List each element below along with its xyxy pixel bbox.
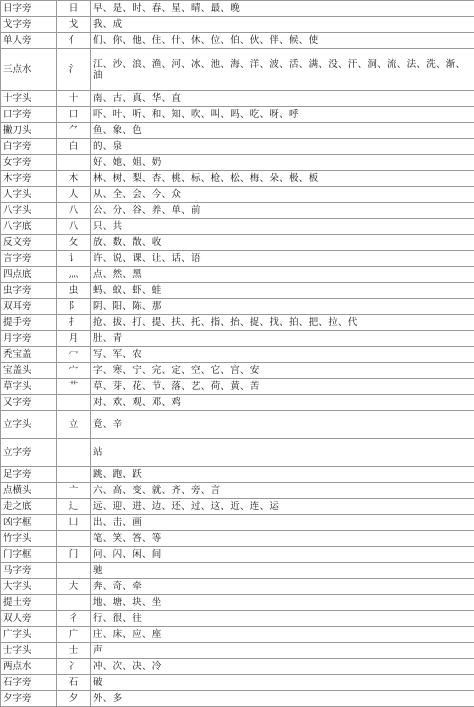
table-row <box>1 187 474 203</box>
radical-glyph-cell: 亠 <box>57 483 91 499</box>
radical-name-cell: 竹字头 <box>1 531 57 547</box>
table-row <box>1 107 474 123</box>
example-characters-cell: 破 <box>91 675 474 691</box>
example-characters-cell: 从、全、会、今、众 <box>91 187 474 203</box>
table-row <box>1 363 474 379</box>
radical-glyph-cell: 石 <box>57 675 91 691</box>
example-characters-cell: 蚂、蚁、虾、蛙 <box>91 283 474 299</box>
radical-glyph-cell: 士 <box>57 643 91 659</box>
table-row <box>1 219 474 235</box>
example-characters-cell: 抢、拔、打、提、扶、托、指、抬、捉、找、拍、把、拉、代 <box>91 315 474 331</box>
example-characters-cell: 地、塘、块、坐 <box>91 595 474 611</box>
table-row <box>1 499 474 515</box>
table-row <box>1 155 474 171</box>
radical-name-cell: 草字头 <box>1 379 57 395</box>
example-characters-cell: 对、欢、观、邓、鸡 <box>91 395 474 411</box>
radical-glyph-cell: 立 <box>57 411 91 439</box>
radical-name-cell: 八字头 <box>1 203 57 219</box>
radical-name-cell: 宝盖头 <box>1 363 57 379</box>
example-characters-cell: 声 <box>91 643 474 659</box>
radical-name-cell: 点横头 <box>1 483 57 499</box>
example-characters-cell: 六、高、变、就、齐、旁、言 <box>91 483 474 499</box>
radical-glyph-cell: 冖 <box>57 347 91 363</box>
radical-glyph-cell: 夕 <box>57 691 91 707</box>
radical-glyph-cell: 日 <box>57 1 91 17</box>
radical-glyph-cell: 彳 <box>57 611 91 627</box>
example-characters-cell: 好、她、姐、奶 <box>91 155 474 171</box>
example-characters-cell: 笔、笑、答、等 <box>91 531 474 547</box>
radical-glyph-cell: 虫 <box>57 283 91 299</box>
example-characters-cell: 阴、阳、陈、那 <box>91 299 474 315</box>
table-row <box>1 467 474 483</box>
example-characters-cell: 江、沙、浪、渔、河、冰、池、海、洋、波、活、满、没、汗、洞、流、法、洗、渐、油 <box>91 49 474 91</box>
radical-name-cell: 凶字框 <box>1 515 57 531</box>
table-row <box>1 627 474 643</box>
example-characters-cell: 点、然、黑 <box>91 267 474 283</box>
table-row <box>1 659 474 675</box>
radical-glyph-cell: 大 <box>57 579 91 595</box>
radical-glyph-cell: 宀 <box>57 363 91 379</box>
table-row <box>1 691 474 707</box>
radical-name-cell: 夕字旁 <box>1 691 57 707</box>
example-characters-cell: 竟、辛 <box>91 411 474 439</box>
radical-glyph-cell: 灬 <box>57 267 91 283</box>
radical-name-cell: 四点底 <box>1 267 57 283</box>
radical-name-cell: 月字旁 <box>1 331 57 347</box>
table-row <box>1 675 474 691</box>
table-row <box>1 595 474 611</box>
radical-name-cell: 双人旁 <box>1 611 57 627</box>
table-row <box>1 315 474 331</box>
example-characters-cell: 跳、跑、跃 <box>91 467 474 483</box>
table-row <box>1 267 474 283</box>
radical-name-cell: 走之底 <box>1 499 57 515</box>
radical-name-cell: 广字头 <box>1 627 57 643</box>
example-characters-cell: 字、寒、宁、完、定、空、它、宫、安 <box>91 363 474 379</box>
radical-glyph-cell: 白 <box>57 139 91 155</box>
radical-glyph-cell: 氵 <box>57 49 91 91</box>
radical-glyph-cell: 人 <box>57 187 91 203</box>
radical-name-cell: 单人旁 <box>1 33 57 49</box>
radical-glyph-cell: 亻 <box>57 33 91 49</box>
example-characters-cell: 冲、次、决、冷 <box>91 659 474 675</box>
radical-glyph-cell: 广 <box>57 627 91 643</box>
table-row <box>1 123 474 139</box>
table-row <box>1 251 474 267</box>
example-characters-cell: 公、分、谷、养、单、前 <box>91 203 474 219</box>
example-characters-cell: 我、成 <box>91 17 474 33</box>
radical-glyph-cell <box>57 439 91 467</box>
radical-name-cell: 八字底 <box>1 219 57 235</box>
table-row <box>1 531 474 547</box>
radical-glyph-cell: ⺈ <box>57 123 91 139</box>
radical-name-cell: 木字旁 <box>1 171 57 187</box>
example-characters-cell: 鱼、象、色 <box>91 123 474 139</box>
radical-glyph-cell: 八 <box>57 203 91 219</box>
radical-glyph-cell <box>57 155 91 171</box>
radical-name-cell: 大字头 <box>1 579 57 595</box>
table-row <box>1 395 474 411</box>
example-characters-cell: 许、说、课、让、话、语 <box>91 251 474 267</box>
radical-name-cell: 立字头 <box>1 411 57 439</box>
table-row <box>1 643 474 659</box>
radical-glyph-cell <box>57 467 91 483</box>
radical-glyph-cell: 攵 <box>57 235 91 251</box>
table-row <box>1 283 474 299</box>
radical-glyph-cell: 月 <box>57 331 91 347</box>
radical-name-cell: 双耳旁 <box>1 299 57 315</box>
table-row <box>1 171 474 187</box>
radical-glyph-cell: 八 <box>57 219 91 235</box>
radical-name-cell: 虫字旁 <box>1 283 57 299</box>
table-row <box>1 547 474 563</box>
radical-glyph-cell <box>57 563 91 579</box>
radical-name-cell: 两点水 <box>1 659 57 675</box>
example-characters-cell: 的、泉 <box>91 139 474 155</box>
table-row <box>1 411 474 439</box>
radical-name-cell: 十字头 <box>1 91 57 107</box>
radical-glyph-cell: 戈 <box>57 17 91 33</box>
radical-glyph-cell: 木 <box>57 171 91 187</box>
example-characters-cell: 庄、床、应、座 <box>91 627 474 643</box>
radical-table-body <box>1 1 474 707</box>
radical-name-cell: 言字旁 <box>1 251 57 267</box>
example-characters-cell: 放、数、散、收 <box>91 235 474 251</box>
radical-name-cell: 女字旁 <box>1 155 57 171</box>
example-characters-cell: 肚、青 <box>91 331 474 347</box>
table-row <box>1 1 474 17</box>
radical-name-cell: 又字旁 <box>1 395 57 411</box>
table-row <box>1 347 474 363</box>
radical-name-cell: 反文旁 <box>1 235 57 251</box>
example-characters-cell: 行、很、往 <box>91 611 474 627</box>
radical-name-cell: 三点水 <box>1 49 57 91</box>
radical-name-cell: 提土旁 <box>1 595 57 611</box>
radical-glyph-cell: 讠 <box>57 251 91 267</box>
table-row <box>1 33 474 49</box>
example-characters-cell: 外、多 <box>91 691 474 707</box>
table-row <box>1 483 474 499</box>
table-row <box>1 139 474 155</box>
radical-glyph-cell: 门 <box>57 547 91 563</box>
radical-glyph-cell <box>57 531 91 547</box>
radical-glyph-cell: 凵 <box>57 515 91 531</box>
radical-name-cell: 提手旁 <box>1 315 57 331</box>
example-characters-cell: 出、击、画 <box>91 515 474 531</box>
radical-name-cell: 士字头 <box>1 643 57 659</box>
radical-name-cell: 足字旁 <box>1 467 57 483</box>
example-characters-cell: 问、闪、闲、间 <box>91 547 474 563</box>
table-row <box>1 379 474 395</box>
table-row <box>1 17 474 33</box>
example-characters-cell: 远、迎、进、边、还、过、这、近、连、运 <box>91 499 474 515</box>
table-row <box>1 515 474 531</box>
radical-name-cell: 秃宝盖 <box>1 347 57 363</box>
radical-name-cell: 门字框 <box>1 547 57 563</box>
table-row <box>1 203 474 219</box>
table-row <box>1 331 474 347</box>
example-characters-cell: 只、共 <box>91 219 474 235</box>
example-characters-cell: 驰 <box>91 563 474 579</box>
table-row <box>1 235 474 251</box>
radical-glyph-cell: 冫 <box>57 659 91 675</box>
radical-glyph-cell <box>57 595 91 611</box>
radical-glyph-cell: 阝 <box>57 299 91 315</box>
example-characters-cell: 们、你、他、住、什、休、位、伯、伙、伴、候、使 <box>91 33 474 49</box>
example-characters-cell: 林、树、梨、杏、桃、标、枪、松、梅、朵、极、板 <box>91 171 474 187</box>
radical-name-cell: 人字头 <box>1 187 57 203</box>
radical-name-cell: 立字旁 <box>1 439 57 467</box>
radical-name-cell: 白字旁 <box>1 139 57 155</box>
table-row <box>1 563 474 579</box>
table-row <box>1 439 474 467</box>
radical-glyph-cell: 艹 <box>57 379 91 395</box>
example-characters-cell: 南、古、真、华、直 <box>91 91 474 107</box>
table-row <box>1 49 474 91</box>
radical-glyph-cell <box>57 395 91 411</box>
radical-glyph-cell: 辶 <box>57 499 91 515</box>
radical-name-cell: 马字旁 <box>1 563 57 579</box>
table-row <box>1 91 474 107</box>
example-characters-cell: 吓、叶、听、和、知、吹、叫、吗、吃、呀、呼 <box>91 107 474 123</box>
radical-glyph-cell: 口 <box>57 107 91 123</box>
radical-glyph-cell: 十 <box>57 91 91 107</box>
table-row <box>1 611 474 627</box>
example-characters-cell: 草、芽、花、节、落、艺、荷、黄、苦 <box>91 379 474 395</box>
example-characters-cell: 奔、奇、牵 <box>91 579 474 595</box>
radical-glyph-cell: 扌 <box>57 315 91 331</box>
example-characters-cell: 站 <box>91 439 474 467</box>
radical-name-cell: 戈字旁 <box>1 17 57 33</box>
radical-name-cell: 日字旁 <box>1 1 57 17</box>
example-characters-cell: 写、军、农 <box>91 347 474 363</box>
table-row <box>1 299 474 315</box>
radical-name-cell: 石字旁 <box>1 675 57 691</box>
radical-name-cell: 撇刀头 <box>1 123 57 139</box>
example-characters-cell: 早、是、时、春、星、晴、最、晚 <box>91 1 474 17</box>
radical-name-cell: 口字旁 <box>1 107 57 123</box>
table-row <box>1 579 474 595</box>
